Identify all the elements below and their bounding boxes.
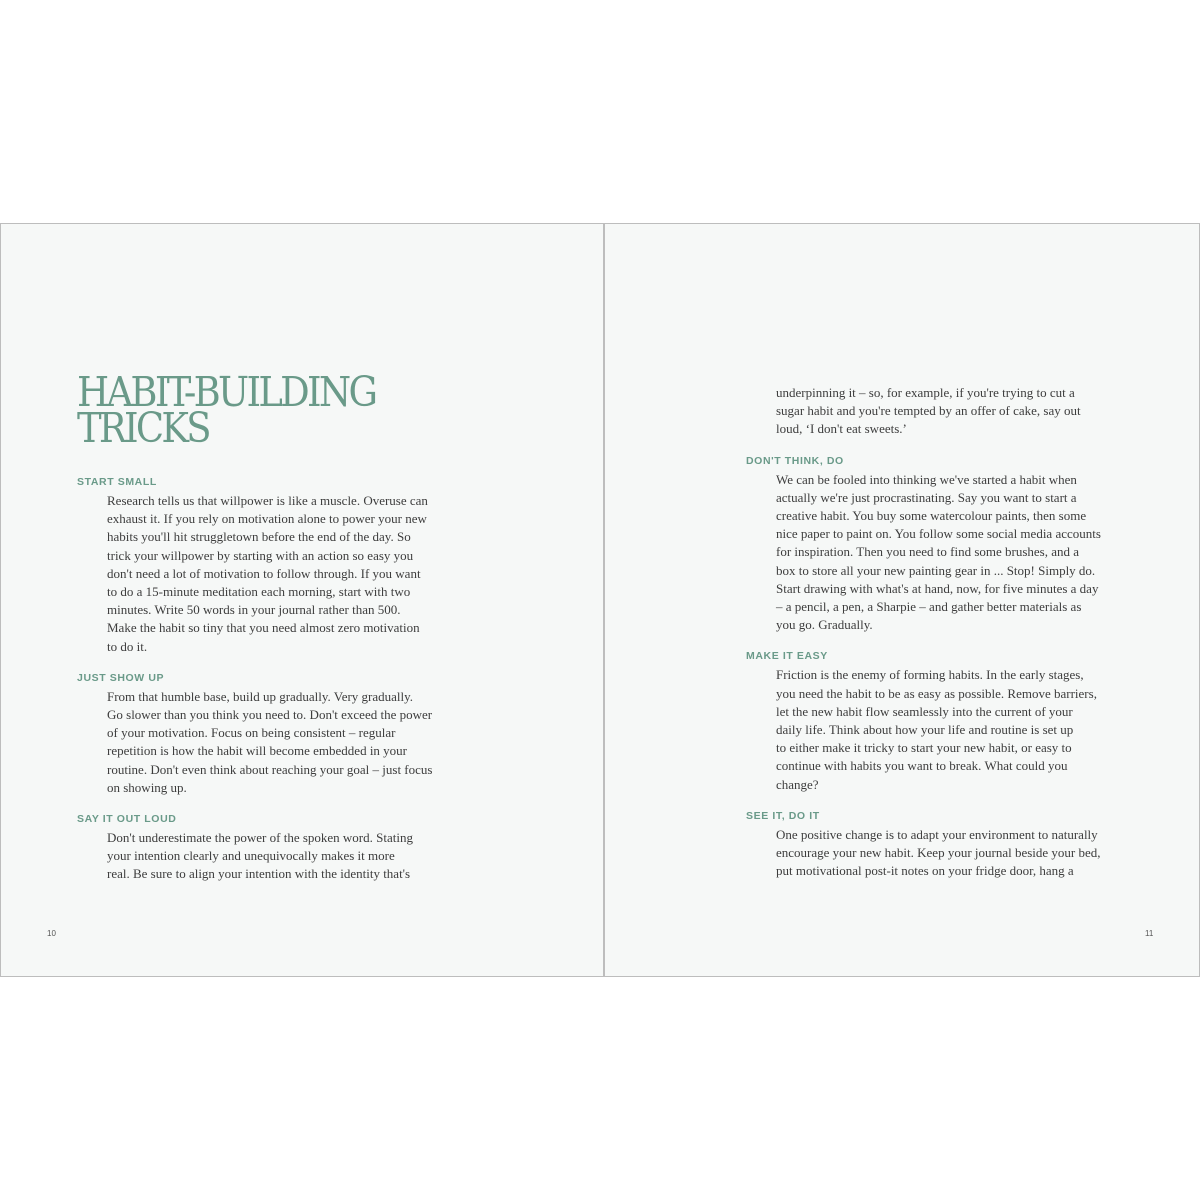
section-make-it-easy bbox=[746, 648, 1126, 793]
text-line: for inspiration. Then you need to find some brushes, and a bbox=[776, 544, 1080, 560]
text-line: you need the habit to be as easy as possible. Remove barriers, bbox=[776, 685, 1097, 701]
text-line: trick your willpower by starting with an action so easy you bbox=[107, 547, 414, 563]
text-line: real. Be sure to align your intention with the identity that's bbox=[107, 866, 411, 882]
text-line: daily life. Think about how your life and routine is set up bbox=[776, 722, 1074, 738]
section-body bbox=[107, 492, 457, 656]
left-column bbox=[77, 474, 457, 898]
text-line: underpinning it – so, for example, if you're trying to cut a bbox=[776, 385, 1075, 400]
section-heading: DON'T THINK, DO bbox=[746, 454, 844, 467]
section-heading: START SMALL bbox=[77, 476, 157, 488]
text-line: Make the habit so tiny that you need almost zero motivation bbox=[107, 620, 420, 636]
text-line: actually we're just procrastinating. Say you want to start a bbox=[776, 489, 1077, 505]
text-line: exhaust it. If you rely on motivation alone to power your new bbox=[107, 511, 427, 527]
section-dont-think-do bbox=[746, 453, 1126, 635]
section-say-it-out-loud bbox=[77, 811, 457, 884]
text-line: minutes. Write 50 words in your journal rather than 500. bbox=[107, 602, 401, 618]
text-line: of your motivation. Focus on being consistent – regular bbox=[107, 725, 396, 741]
section-body bbox=[776, 471, 1126, 635]
right-column bbox=[746, 384, 1126, 894]
page-title bbox=[77, 368, 376, 452]
section-heading: JUST SHOW UP bbox=[77, 671, 165, 684]
text-line: your intention clearly and unequivocally makes it more bbox=[107, 848, 395, 864]
right-page bbox=[604, 223, 1200, 977]
text-line: From that humble base, build up gradually. Very gradually. bbox=[107, 688, 414, 704]
text-line: routine. Don't even think about reaching your goal – just focus bbox=[107, 761, 433, 777]
section-body bbox=[107, 688, 457, 797]
text-line: to do a 15-minute meditation each morning, start with two bbox=[107, 584, 411, 600]
text-line: Go slower than you think you need to. Don't exceed the power bbox=[107, 707, 433, 723]
text-line: repetition is how the habit will become embedded in your bbox=[107, 743, 408, 759]
page-number: 10 bbox=[47, 929, 56, 938]
text-line: One positive change is to adapt your environment to naturally bbox=[776, 826, 1098, 842]
text-line: Start drawing with what's at hand, now, for five minutes a day bbox=[776, 580, 1099, 596]
section-heading: SAY IT OUT LOUD bbox=[77, 813, 177, 826]
section-start-small bbox=[77, 474, 457, 656]
text-line: continue with habits you want to break. What could you bbox=[776, 758, 1068, 774]
section-body bbox=[107, 829, 457, 884]
title-line: TRICKS bbox=[77, 404, 209, 452]
continued-text bbox=[776, 384, 1126, 439]
text-line: creative habit. You buy some watercolour paints, then some bbox=[776, 508, 1087, 524]
text-line: – a pencil, a pen, a Sharpie – and gather better materials as bbox=[776, 599, 1082, 615]
section-body bbox=[776, 826, 1126, 881]
text-line: habits you'll hit struggletown before the end of the day. So bbox=[107, 529, 411, 545]
text-line: box to store all your new painting gear in ... Stop! Simply do. bbox=[776, 562, 1096, 578]
text-line: encourage your new habit. Keep your journal beside your bed, bbox=[776, 845, 1101, 861]
book-spread bbox=[0, 223, 1200, 977]
text-line: loud, ‘I don't eat sweets.’ bbox=[776, 421, 907, 437]
text-line: to either make it tricky to start your new habit, or easy to bbox=[776, 740, 1072, 756]
section-just-show-up bbox=[77, 670, 457, 797]
text-line: sugar habit and you're tempted by an offer of cake, say out bbox=[776, 403, 1081, 419]
text-line: on showing up. bbox=[107, 779, 187, 795]
text-line: you go. Gradually. bbox=[776, 617, 873, 633]
section-see-it-do-it bbox=[746, 808, 1126, 881]
text-line: Friction is the enemy of forming habits. In the early stages, bbox=[776, 667, 1084, 683]
text-line: let the new habit flow seamlessly into the current of your bbox=[776, 703, 1073, 719]
section-heading: SEE IT, DO IT bbox=[746, 809, 820, 822]
text-line: Research tells us that willpower is like a muscle. Overuse can bbox=[107, 493, 428, 508]
text-line: Don't underestimate the power of the spoken word. Stating bbox=[107, 830, 413, 846]
left-page bbox=[0, 223, 604, 977]
text-line: to do it. bbox=[107, 638, 148, 654]
text-line: change? bbox=[776, 776, 819, 792]
text-line: don't need a lot of motivation to follow through. If you want bbox=[107, 565, 421, 581]
title-line: HABIT-BUILDING bbox=[77, 368, 376, 416]
page-number: 11 bbox=[1145, 929, 1154, 938]
section-heading: MAKE IT EASY bbox=[746, 650, 828, 663]
text-line: We can be fooled into thinking we've started a habit when bbox=[776, 471, 1077, 487]
text-line: nice paper to paint on. You follow some social media accounts bbox=[776, 526, 1101, 542]
section-body bbox=[776, 666, 1126, 793]
text-line: put motivational post-it notes on your fridge door, hang a bbox=[776, 863, 1074, 879]
